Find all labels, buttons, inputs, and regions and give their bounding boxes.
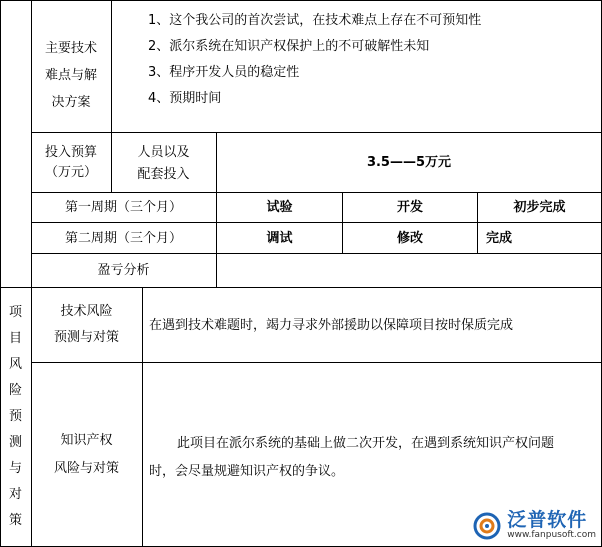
budget-label: 投入预算 （万元） xyxy=(44,145,97,180)
tech-difficulty-list xyxy=(148,8,481,112)
fanpusoft-logo xyxy=(473,510,596,541)
ip-risk-label: 知识产权 风险与对策 xyxy=(53,433,119,476)
logo-url: www.fanpusoft.com xyxy=(507,530,596,540)
period-2-c2: 修改 xyxy=(396,230,423,246)
tech-risk-text: 在遇到技术难题时，竭力寻求外部援助以保障项目按时保质完成 xyxy=(149,317,514,333)
grid-line xyxy=(31,362,602,363)
grid-line xyxy=(142,287,143,547)
budget-value: 3.5——5万元 xyxy=(366,155,452,170)
period-1-c3: 初步完成 xyxy=(513,200,566,215)
grid-line xyxy=(0,0,602,1)
period-2-c3: 完成 xyxy=(486,230,513,246)
ip-risk-text: 此项目在派尔系统的基础上做二次开发，在遇到系统知识产权问题 时，会尽量规避知识产权的争议。 xyxy=(149,436,555,479)
period-1-c2: 开发 xyxy=(396,200,423,215)
budget-sub-label: 人员以及 配套投入 xyxy=(137,145,190,182)
tech-difficulty-label: 主要技术 难点与解 决方案 xyxy=(44,40,97,110)
period-1-label: 第一周期（三个月） xyxy=(64,200,182,215)
tech-risk-label: 技术风险 预测与对策 xyxy=(53,304,119,345)
logo-name: 泛普软件 xyxy=(507,509,588,531)
risk-side-label: 项 目 风 险 预 测 与 对 策 xyxy=(8,305,22,528)
logo-mark-icon xyxy=(473,512,501,540)
list-item: 1、这个我公司的首次尝试，在技术难点上存在不可预知性 xyxy=(148,13,482,28)
profit-loss-value xyxy=(217,254,601,287)
list-item: 4、预期时间 xyxy=(148,91,222,106)
list-item: 2、派尔系统在知识产权保护上的不可破解性未知 xyxy=(148,39,430,54)
period-1-c1: 试验 xyxy=(266,200,293,215)
list-item: 3、程序开发人员的稳定性 xyxy=(148,65,300,80)
period-2-label: 第二周期（三个月） xyxy=(64,230,182,246)
profit-loss-label: 盈亏分析 xyxy=(97,263,150,278)
period-2-c1: 调试 xyxy=(266,230,293,246)
